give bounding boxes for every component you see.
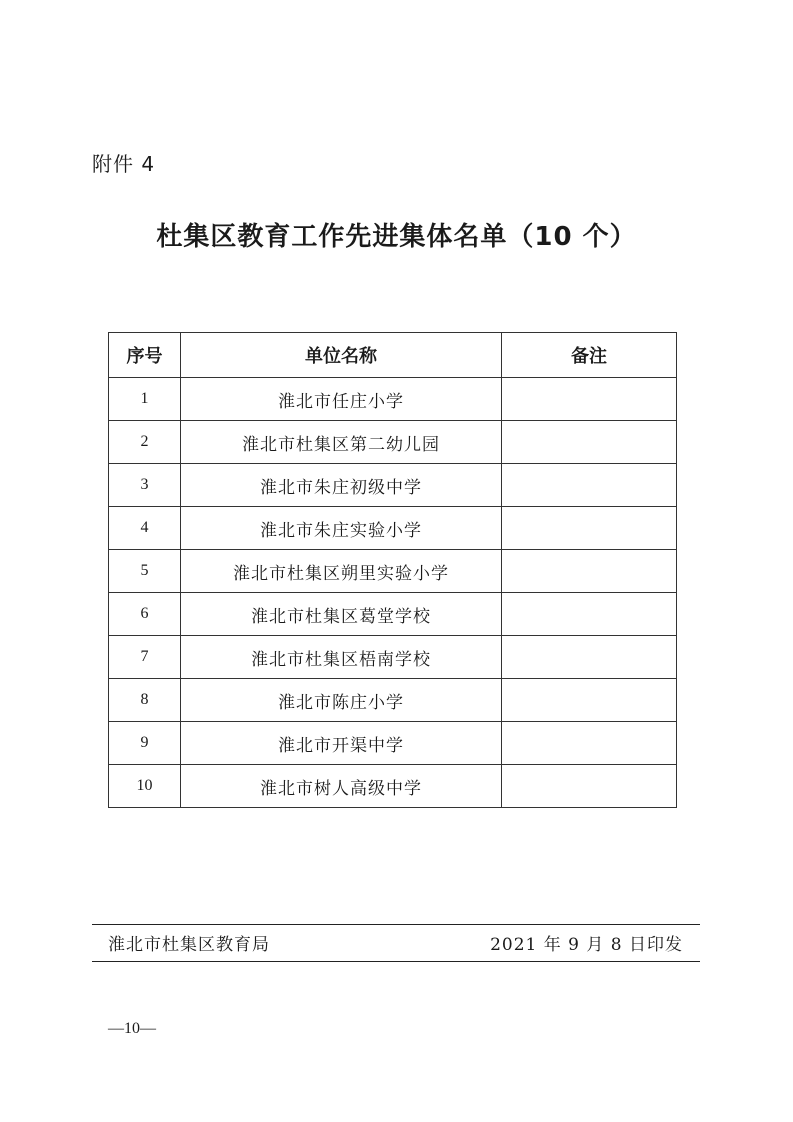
attachment-label: 附件 4 (92, 152, 156, 176)
unit-name: 淮北市杜集区葛堂学校 (181, 593, 502, 636)
remarks-cell (502, 722, 677, 765)
issuing-authority: 淮北市杜集区教育局 (108, 935, 270, 955)
unit-name: 淮北市杜集区朔里实验小学 (181, 550, 502, 593)
unit-name: 淮北市开渠中学 (181, 722, 502, 765)
table-row (109, 722, 677, 765)
table-header-row (109, 333, 677, 378)
row-number: 7 (109, 636, 181, 679)
unit-name: 淮北市朱庄实验小学 (181, 507, 502, 550)
table-row (109, 593, 677, 636)
header-remarks: 备注 (502, 333, 677, 378)
remarks-cell (502, 550, 677, 593)
table-row (109, 464, 677, 507)
row-number: 8 (109, 679, 181, 722)
document-title: 杜集区教育工作先进集体名单（10 个） (156, 222, 637, 252)
unit-name: 淮北市树人高级中学 (181, 765, 502, 808)
page-number: —10— (108, 1020, 156, 1037)
row-number: 4 (109, 507, 181, 550)
header-unit-name: 单位名称 (181, 333, 502, 378)
table-row (109, 421, 677, 464)
row-number: 6 (109, 593, 181, 636)
row-number: 1 (109, 378, 181, 421)
row-number: 2 (109, 421, 181, 464)
footer-top-rule (92, 924, 700, 925)
remarks-cell (502, 378, 677, 421)
remarks-cell (502, 593, 677, 636)
unit-name: 淮北市朱庄初级中学 (181, 464, 502, 507)
row-number: 5 (109, 550, 181, 593)
remarks-cell (502, 636, 677, 679)
table-row (109, 679, 677, 722)
header-serial-number: 序号 (109, 333, 181, 378)
remarks-cell (502, 679, 677, 722)
unit-name: 淮北市陈庄小学 (181, 679, 502, 722)
unit-name: 淮北市任庄小学 (181, 378, 502, 421)
row-number: 9 (109, 722, 181, 765)
table-row (109, 550, 677, 593)
row-number: 10 (109, 765, 181, 808)
issue-date: 2021 年 9 月 8 日印发 (490, 935, 683, 955)
table-row (109, 765, 677, 808)
table-row (109, 507, 677, 550)
remarks-cell (502, 765, 677, 808)
remarks-cell (502, 421, 677, 464)
unit-name: 淮北市杜集区第二幼儿园 (181, 421, 502, 464)
footer-bottom-rule (92, 961, 700, 962)
collective-list-table (108, 332, 677, 808)
table-row (109, 636, 677, 679)
row-number: 3 (109, 464, 181, 507)
remarks-cell (502, 507, 677, 550)
unit-name: 淮北市杜集区梧南学校 (181, 636, 502, 679)
table-row (109, 378, 677, 421)
remarks-cell (502, 464, 677, 507)
